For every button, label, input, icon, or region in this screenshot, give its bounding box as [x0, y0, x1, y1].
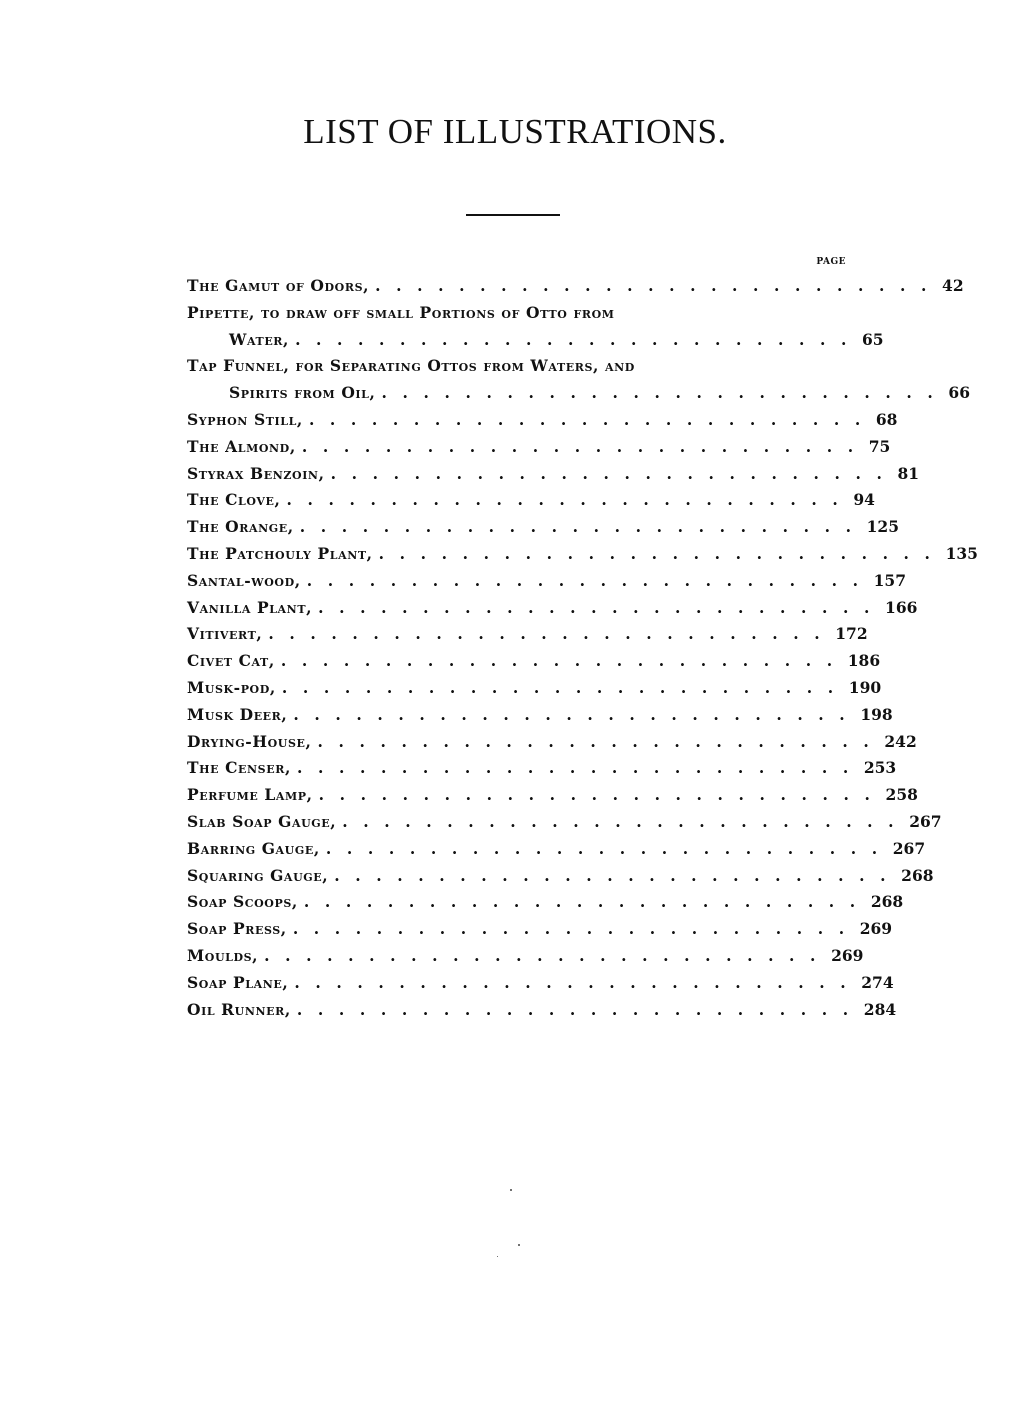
entry-label: Squaring Gauge,: [187, 865, 329, 885]
dot-leader: ...........................: [286, 490, 854, 510]
entry-page: 42: [942, 276, 964, 295]
list-entry: [187, 353, 970, 407]
dot-leader: ...........................: [301, 436, 869, 456]
entry-label: Barring Gauge,: [187, 838, 320, 858]
entry-label: Vanilla Plant,: [187, 597, 313, 617]
entry-label: Syphon Still,: [187, 409, 303, 429]
entry-label: Soap Scoops,: [187, 892, 298, 912]
entry-label: The Patchouly Plant,: [187, 543, 373, 563]
dot-leader: ...........................: [325, 838, 893, 858]
entry-label: Oil Runner,: [187, 999, 291, 1019]
entry-label: Spirits from Oil,: [229, 383, 376, 403]
dot-leader: ...........................: [342, 811, 910, 831]
entry-label: Styrax Benzoin,: [187, 463, 325, 483]
dot-leader: ...........................: [378, 543, 946, 563]
entry-label-line1: Pipette, to draw off small Portions of Otto from: [187, 302, 615, 322]
list-entry: [187, 514, 899, 541]
entry-label: Musk Deer,: [187, 704, 288, 724]
entry-page: 268: [901, 865, 934, 885]
list-entry: [187, 675, 882, 702]
entry-page: 267: [909, 811, 942, 831]
entry-label: The Censer,: [187, 758, 291, 778]
list-entry: [187, 997, 897, 1024]
list-entry: [187, 889, 904, 916]
entry-label: The Orange,: [187, 517, 294, 537]
entry-label: The Gamut of Odors,: [187, 276, 370, 295]
list-entry: [187, 943, 864, 970]
entry-page: 166: [885, 597, 918, 617]
entry-page: 75: [868, 436, 891, 456]
page-title: LIST OF ILLUSTRATIONS.: [303, 112, 727, 151]
entry-page: 267: [892, 838, 926, 858]
scan-speck: [518, 1244, 520, 1246]
entry-page: 269: [859, 919, 893, 939]
dot-leader: ...........................: [281, 677, 849, 697]
dot-leader: ...........................: [303, 892, 871, 912]
illustrations-list: [187, 273, 978, 1023]
list-entry: [187, 487, 875, 514]
entry-page: 274: [861, 972, 894, 992]
entry-page: 253: [863, 758, 897, 778]
list-entry: [187, 970, 894, 997]
list-entry: [187, 729, 917, 756]
dot-leader: ...........................: [308, 409, 876, 429]
list-entry: [187, 782, 918, 809]
entry-page: 81: [897, 463, 920, 483]
entry-page: 135: [945, 543, 978, 563]
list-entry: [187, 702, 893, 729]
dot-leader: ...........................: [299, 517, 867, 537]
list-entry: [187, 300, 884, 354]
entry-page: 198: [860, 704, 893, 724]
entry-page: 242: [884, 731, 917, 751]
dot-leader: ...........................: [268, 624, 836, 644]
entry-page: 68: [875, 409, 898, 429]
dot-leader: ...........................: [330, 463, 898, 483]
entry-page: 268: [870, 892, 904, 912]
entry-page: 94: [853, 490, 875, 510]
dot-leader: ...........................: [317, 731, 885, 751]
dot-leader: ...........................: [334, 865, 902, 885]
entry-label: Soap Press,: [187, 919, 287, 939]
dot-leader: ...........................: [293, 704, 861, 724]
dot-leader: ...........................: [295, 329, 862, 349]
list-entry: [187, 621, 868, 648]
list-entry: [187, 755, 897, 782]
dot-leader: ...........................: [375, 276, 943, 295]
list-entry: [187, 809, 942, 836]
entry-label: Soap Plane,: [187, 972, 289, 992]
entry-label: Vitivert,: [187, 624, 263, 644]
dot-leader: ...........................: [381, 383, 949, 403]
list-entry: [187, 434, 891, 461]
entry-label: Water,: [229, 329, 290, 349]
list-entry: [187, 407, 898, 434]
dot-leader: ...........................: [318, 597, 886, 617]
list-entry: [187, 541, 978, 568]
list-entry: [187, 568, 906, 595]
entry-label: Civet Cat,: [187, 651, 275, 671]
entry-page: 65: [861, 329, 884, 349]
entry-page: 190: [848, 677, 882, 697]
entry-label: Musk-pod,: [187, 677, 276, 697]
list-entry: [187, 836, 926, 863]
scan-speck: [510, 1189, 512, 1191]
entry-label: Moulds,: [187, 945, 259, 965]
entry-page: 269: [831, 945, 864, 965]
entry-label: The Almond,: [187, 436, 296, 456]
entry-label: The Clove,: [187, 490, 281, 510]
dot-leader: ...........................: [318, 785, 886, 805]
page-column-header: PAGE: [816, 257, 846, 267]
title-rule: [466, 214, 560, 216]
entry-page: 258: [885, 785, 918, 805]
entry-page: 66: [948, 383, 970, 403]
list-entry: [187, 595, 918, 622]
entry-label: Slab Soap Gauge,: [187, 811, 337, 831]
dot-leader: ...........................: [264, 945, 832, 965]
dot-leader: ...........................: [296, 758, 864, 778]
entry-page: 284: [863, 999, 897, 1019]
entry-page: 172: [835, 624, 868, 644]
list-entry: [187, 863, 934, 890]
dot-leader: ...........................: [296, 999, 864, 1019]
entry-label: Perfume Lamp,: [187, 785, 313, 805]
list-entry: [187, 461, 920, 488]
dot-leader: ...........................: [294, 972, 862, 992]
list-entry: [187, 648, 881, 675]
entry-page: 125: [866, 517, 899, 537]
dot-leader: ...........................: [292, 919, 860, 939]
dot-leader: ...........................: [306, 570, 874, 590]
entry-page: 186: [847, 651, 881, 671]
list-entry: [187, 916, 893, 943]
entry-label-line1: Tap Funnel, for Separating Ottos from Waters, and: [187, 356, 635, 376]
entry-page: 157: [873, 570, 906, 590]
list-entry: [187, 273, 964, 300]
dot-leader: ...........................: [280, 651, 848, 671]
entry-label: Drying-House,: [187, 731, 312, 751]
entry-label: Santal-wood,: [187, 570, 301, 590]
scan-speck: [497, 1256, 498, 1257]
